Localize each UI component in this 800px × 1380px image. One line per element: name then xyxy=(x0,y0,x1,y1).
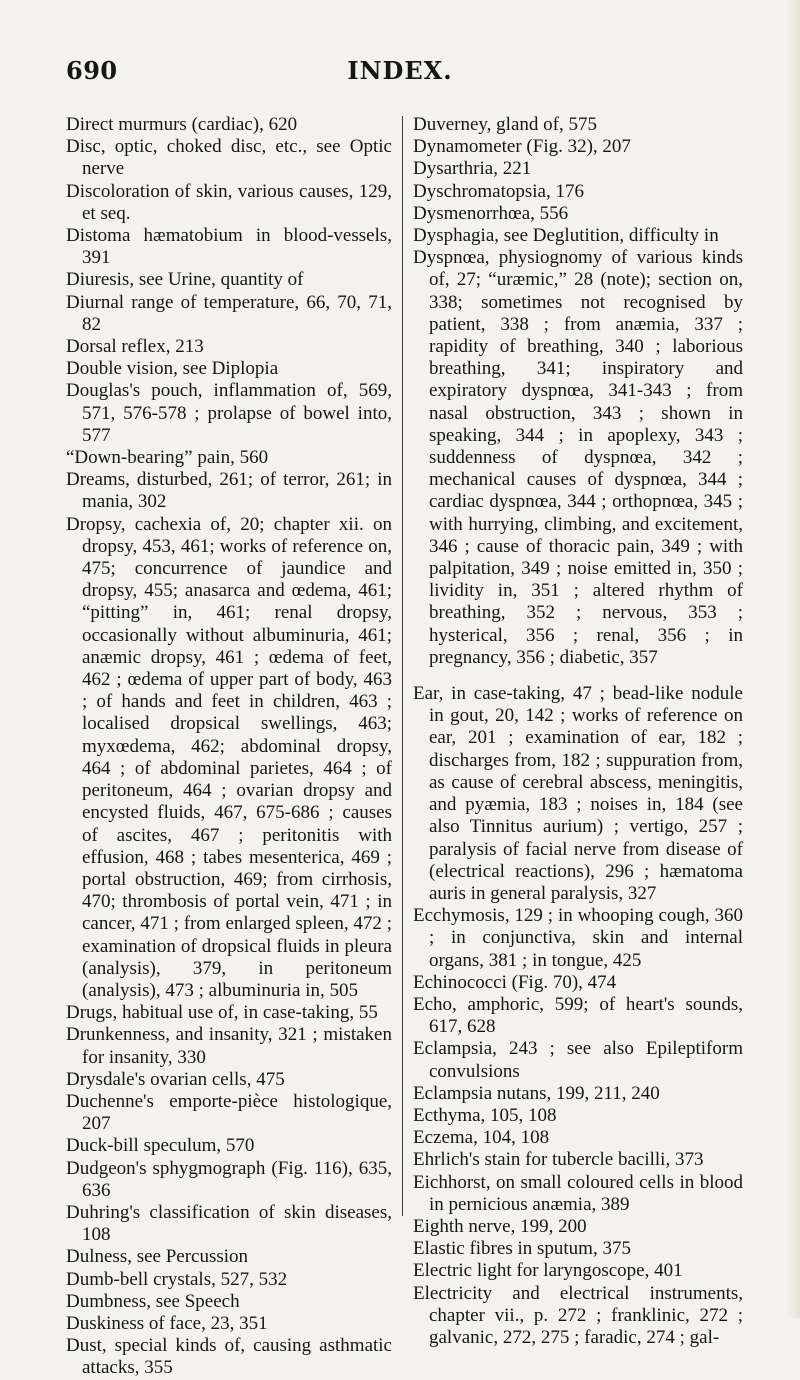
index-entry: Eclampsia nutans, 199, 211, 240 xyxy=(413,1082,660,1104)
index-entry: Elastic fibres in sputum, 375 xyxy=(413,1238,631,1260)
index-entry: Douglas's pouch, inflammation of, 569, 571, 576-578 ; prolapse of bowel into, 577 xyxy=(66,380,392,446)
index-entry: Diurnal range of temperature, 66, 70, 71, 82 xyxy=(66,291,392,335)
index-entry: Dropsy, cachexia of, 20; chapter xii. on dropsy, 453, 461; works of reference on, 475; concurrence of jaundice and dropsy, 455; anasarca and œdema, 461; “pitting” in, 461; renal dropsy, occasionally without albuminuria, 461; anæmic dropsy, 461 ; œdema of feet, 462 ; œdema of upper part of body, 463 ; of hands and feet in children, 463 ; localised dropsical swellings, 463; myxœdema, 462; abdominal dropsy, 464 ; of abdominal parietes, 464 ; of peritoneum, 464 ; ovarian dropsy and encysted fluids, 467, 675-686 ; causes of ascites, 467 ; peritonitis with effusion, 468 ; tabes mesenterica, 469 ; portal obstruction, 469; from cirrhosis, 470; thrombosis of portal vein, 471 ; in cancer, 471 ; from enlarged spleen, 472 ; examination of dropsical fluids in pleura (analysis), 379, in peritoneum (analysis), 473 ; albuminuria in, 505 xyxy=(66,513,392,1001)
index-entry: Ehrlich's stain for tubercle bacilli, 373 xyxy=(413,1149,704,1171)
index-entry: Dulness, see Percussion xyxy=(66,1246,249,1268)
index-entry: Duchenne's emporte-pièce histologique, 207 xyxy=(66,1090,392,1135)
index-entry: Dreams, disturbed, 261; of terror, 261; in mania, 302 xyxy=(66,469,392,513)
index-entry: Ear, in case-taking, 47 ; bead-like nodule in gout, 20, 142 ; works of reference on ear, 201 ; examination of ear, 182 ; discharges from, 182 ; suppuration from, as cause of cerebral abscess, meningitis, and pyæmia, 183 ; noises in, 184 (see also Tinnitus aurium) ; vertigo, 257 ; paralysis of facial nerve from disease of (electrical reactions), 296 ; hæmatoma auris in general paralysis, 327 xyxy=(413,683,743,904)
index-entry: Eighth nerve, 199, 200 xyxy=(413,1215,587,1237)
index-entry: Eichhorst, on small coloured cells in blood in pernicious anæmia, 389 xyxy=(413,1171,743,1215)
index-entry: Ecchymosis, 129 ; in whooping cough, 360 ; in conjunctiva, skin and internal organs, 381 ; in tongue, 425 xyxy=(413,905,743,971)
index-entry: Drysdale's ovarian cells, 475 xyxy=(66,1068,285,1090)
index-entry: Dumb-bell crystals, 527, 532 xyxy=(66,1268,288,1290)
index-entry: Duverney, gland of, 575 xyxy=(413,114,597,135)
index-entry: Disc, optic, choked disc, etc., see Optic nerve xyxy=(66,136,392,180)
index-entry: Eczema, 104, 108 xyxy=(413,1127,550,1149)
index-entry: Direct murmurs (cardiac), 620 xyxy=(66,114,298,135)
index-entry: Duskiness of face, 23, 351 xyxy=(66,1312,268,1334)
column-divider xyxy=(402,116,403,1216)
page-number: 690 xyxy=(66,56,118,85)
index-entry: Drunkenness, and insanity, 321 ; mistaken for insanity, 330 xyxy=(66,1024,392,1068)
index-entry: Dyspnœa, physiognomy of various kinds of, 27; “uræmic,” 28 (note); section on, 338; sometimes not recognised by patient, 338 ; from anæmia, 337 ; rapidity of breathing, 340 ; laborious breathing, 341; inspiratory and expiratory dyspnœa, 341-343 ; from nasal obstruction, 343 ; shown in speaking, 344 ; in apoplexy, 343 ; suddenness of dyspnœa, 342 ; mechanical causes of dyspnœa, 344 ; cardiac dyspnœa, 344 ; orthopnœa, 345 ; with hurrying, climbing, and excitement, 346 ; cause of thoracic pain, 349 ; with palpitation, 349 ; noise emitted in, 350 ; lividity in, 351 ; altered rhythm of breathing, 352 ; nervous, 353 ; hysterical, 356 ; renal, 356 ; in pregnancy, 356 ; diabetic, 357 xyxy=(413,247,743,668)
index-entry: Dysmenorrhœa, 556 xyxy=(413,202,569,224)
index-entry: Dust, special kinds of, causing asthmatic attacks, 355 xyxy=(66,1335,392,1379)
index-entry: Echo, amphoric, 599; of heart's sounds, 617, 628 xyxy=(413,993,743,1038)
index-entry: Dysphagia, see Deglutition, difficulty in xyxy=(413,225,719,247)
index-entry: Diuresis, see Urine, quantity of xyxy=(66,269,304,291)
index-entry: Distoma hæmatobium in blood-vessels, 391 xyxy=(66,225,392,269)
index-entry: “Down-bearing” pain, 560 xyxy=(66,447,269,469)
index-entry: Electric light for laryngoscope, 401 xyxy=(413,1260,683,1282)
index-entry: Dynamometer (Fig. 32), 207 xyxy=(413,136,631,158)
index-entry: Drugs, habitual use of, in case-taking, 55 xyxy=(66,1002,378,1024)
index-entry: Dysarthria, 221 xyxy=(413,158,532,180)
index-entry: Dorsal reflex, 213 xyxy=(66,336,204,358)
page-title: INDEX. xyxy=(347,56,453,85)
index-entry: Double vision, see Diplopia xyxy=(66,358,279,380)
index-entry: Dyschromatopsia, 176 xyxy=(413,180,584,202)
scan-edge-shadow xyxy=(786,0,800,1318)
index-entry: Echinococci (Fig. 70), 474 xyxy=(413,971,617,993)
left-column xyxy=(66,114,392,1380)
index-entry: Duhring's classification of skin diseases, 108 xyxy=(66,1201,392,1246)
index-entry: Dumbness, see Speech xyxy=(66,1290,240,1312)
index-entry: Duck-bill speculum, 570 xyxy=(66,1135,255,1157)
index-entry: Dudgeon's sphygmograph (Fig. 116), 635, 636 xyxy=(66,1157,392,1201)
index-entry: Ecthyma, 105, 108 xyxy=(413,1104,557,1126)
index-entry: Electricity and electrical instruments, chapter vii., p. 272 ; franklinic, 272 ; galvanic, 272, 275 ; faradic, 274 ; gal- xyxy=(413,1282,743,1348)
index-entry: Discoloration of skin, various causes, 129, et seq. xyxy=(66,180,392,224)
right-column xyxy=(413,114,743,1349)
index-entry: Eclampsia, 243 ; see also Epileptiform convulsions xyxy=(413,1038,743,1082)
